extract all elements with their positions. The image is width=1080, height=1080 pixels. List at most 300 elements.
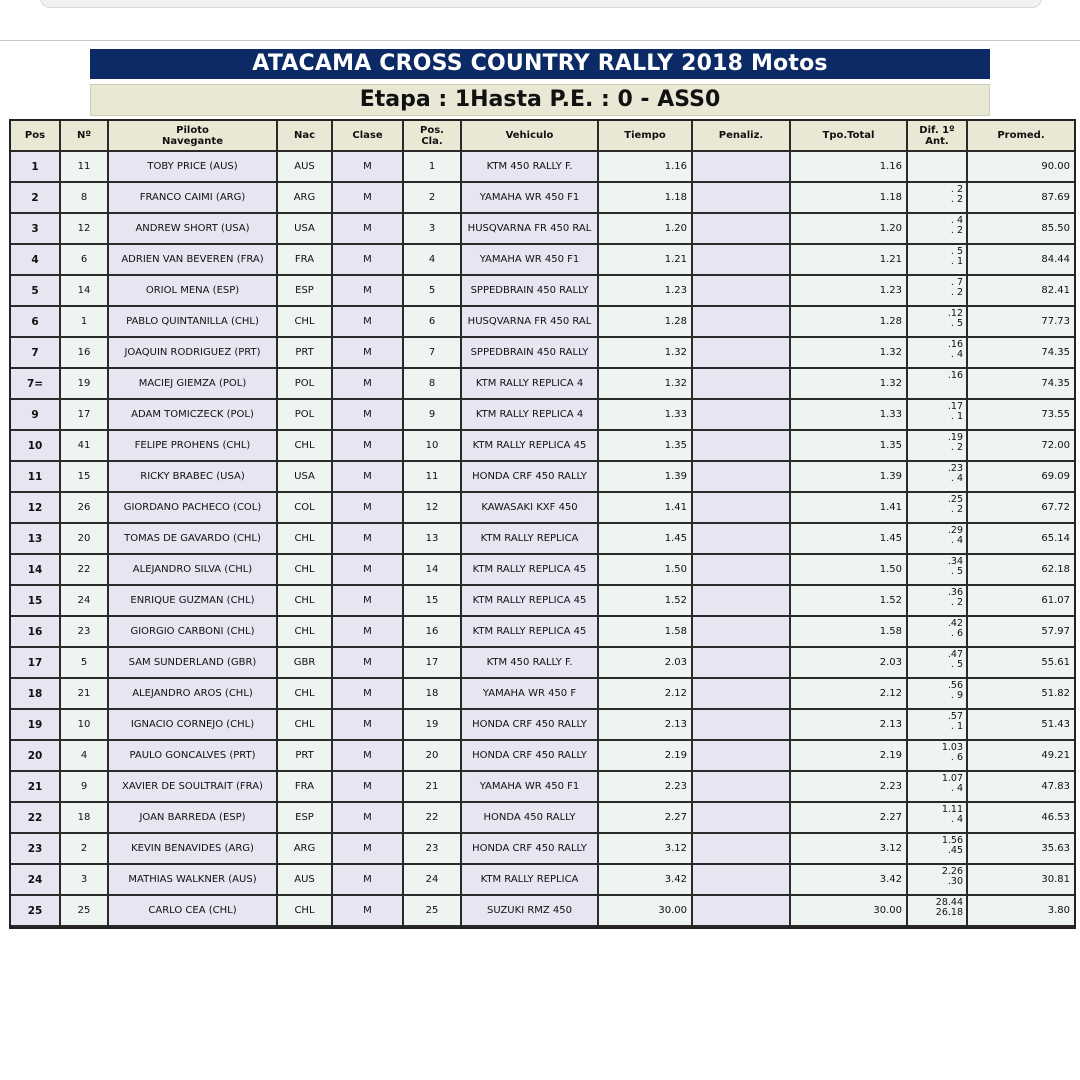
cell-poscla: 14 bbox=[404, 555, 462, 586]
cell-piloto: JOAQUIN RODRIGUEZ (PRT) bbox=[109, 338, 278, 369]
cell-num: 17 bbox=[61, 400, 109, 431]
cell-tpototal: 1.23 bbox=[791, 276, 908, 307]
cell-poscla: 9 bbox=[404, 400, 462, 431]
cell-vehiculo: HUSQVARNA FR 450 RAL bbox=[462, 307, 599, 338]
cell-penaliz bbox=[693, 183, 791, 214]
cell-num: 4 bbox=[61, 741, 109, 772]
cell-penaliz bbox=[693, 152, 791, 183]
cell-dif bbox=[908, 214, 968, 245]
col-clase: Clase bbox=[333, 121, 404, 152]
cell-pos: 25 bbox=[11, 896, 61, 927]
cell-poscla: 17 bbox=[404, 648, 462, 679]
cell-tpototal: 2.12 bbox=[791, 679, 908, 710]
cell-num: 18 bbox=[61, 803, 109, 834]
col-dif-label-1: Dif. 1º bbox=[919, 124, 955, 136]
cell-clase: M bbox=[333, 431, 404, 462]
cell-tpototal: 1.21 bbox=[791, 245, 908, 276]
cell-clase: M bbox=[333, 617, 404, 648]
dif-first: .16 bbox=[947, 370, 963, 381]
dif-first: .12 bbox=[947, 308, 963, 319]
table-row bbox=[11, 741, 1074, 772]
cell-vehiculo: SUZUKI RMZ 450 bbox=[462, 896, 599, 927]
cell-promed: 3.80 bbox=[968, 896, 1074, 927]
table-row bbox=[11, 803, 1074, 834]
cell-clase: M bbox=[333, 896, 404, 927]
cell-vehiculo: HUSQVARNA FR 450 RAL bbox=[462, 214, 599, 245]
dif-first: 1.07 bbox=[941, 773, 963, 784]
cell-num: 14 bbox=[61, 276, 109, 307]
cell-penaliz bbox=[693, 834, 791, 865]
cell-clase: M bbox=[333, 710, 404, 741]
cell-tpototal: 1.28 bbox=[791, 307, 908, 338]
cell-tiempo: 2.03 bbox=[599, 648, 693, 679]
cell-num: 1 bbox=[61, 307, 109, 338]
cell-num: 24 bbox=[61, 586, 109, 617]
cell-vehiculo: KTM RALLY REPLICA 45 bbox=[462, 555, 599, 586]
cell-clase: M bbox=[333, 245, 404, 276]
table-row bbox=[11, 617, 1074, 648]
dif-first: .47 bbox=[947, 649, 963, 660]
cell-tiempo: 2.23 bbox=[599, 772, 693, 803]
cell-nac: ARG bbox=[278, 834, 333, 865]
dif-prev: . 9 bbox=[950, 690, 963, 701]
cell-nac: COL bbox=[278, 493, 333, 524]
table-row bbox=[11, 462, 1074, 493]
address-bar[interactable] bbox=[40, 0, 1042, 8]
table-row bbox=[11, 555, 1074, 586]
dif-first: .17 bbox=[947, 401, 963, 412]
table-row bbox=[11, 431, 1074, 462]
cell-pos: 4 bbox=[11, 245, 61, 276]
cell-poscla: 2 bbox=[404, 183, 462, 214]
col-nac: Nac bbox=[278, 121, 333, 152]
cell-piloto: ADAM TOMICZECK (POL) bbox=[109, 400, 278, 431]
cell-clase: M bbox=[333, 338, 404, 369]
cell-vehiculo: YAMAHA WR 450 F1 bbox=[462, 245, 599, 276]
cell-poscla: 11 bbox=[404, 462, 462, 493]
dif-first: 28.44 bbox=[935, 897, 963, 908]
cell-piloto: JOAN BARREDA (ESP) bbox=[109, 803, 278, 834]
cell-poscla: 22 bbox=[404, 803, 462, 834]
cell-clase: M bbox=[333, 648, 404, 679]
cell-nac: ARG bbox=[278, 183, 333, 214]
cell-num: 19 bbox=[61, 369, 109, 400]
cell-vehiculo: YAMAHA WR 450 F1 bbox=[462, 772, 599, 803]
cell-clase: M bbox=[333, 834, 404, 865]
dif-prev: . 4 bbox=[950, 473, 963, 484]
cell-num: 12 bbox=[61, 214, 109, 245]
cell-nac: CHL bbox=[278, 710, 333, 741]
dif-prev: . 4 bbox=[950, 535, 963, 546]
cell-clase: M bbox=[333, 772, 404, 803]
table-row bbox=[11, 152, 1074, 183]
cell-penaliz bbox=[693, 431, 791, 462]
cell-promed: 77.73 bbox=[968, 307, 1074, 338]
cell-nac: AUS bbox=[278, 152, 333, 183]
dif-first: .36 bbox=[947, 587, 963, 598]
col-promed: Promed. bbox=[968, 121, 1074, 152]
table-row bbox=[11, 834, 1074, 865]
cell-piloto: KEVIN BENAVIDES (ARG) bbox=[109, 834, 278, 865]
cell-piloto: GIORDANO PACHECO (COL) bbox=[109, 493, 278, 524]
cell-promed: 73.55 bbox=[968, 400, 1074, 431]
table-row bbox=[11, 524, 1074, 555]
cell-nac: PRT bbox=[278, 338, 333, 369]
cell-nac: POL bbox=[278, 369, 333, 400]
dif-first: .23 bbox=[947, 463, 963, 474]
col-poscla bbox=[404, 121, 462, 152]
cell-tpototal: 1.32 bbox=[791, 338, 908, 369]
cell-vehiculo: YAMAHA WR 450 F bbox=[462, 679, 599, 710]
cell-dif bbox=[908, 307, 968, 338]
cell-tpototal: 1.39 bbox=[791, 462, 908, 493]
cell-num: 20 bbox=[61, 524, 109, 555]
cell-clase: M bbox=[333, 493, 404, 524]
dif-first: . 5 bbox=[950, 246, 963, 257]
cell-pos: 17 bbox=[11, 648, 61, 679]
cell-tpototal: 1.32 bbox=[791, 369, 908, 400]
col-num: Nº bbox=[61, 121, 109, 152]
cell-clase: M bbox=[333, 679, 404, 710]
cell-nac: CHL bbox=[278, 524, 333, 555]
cell-dif bbox=[908, 648, 968, 679]
cell-poscla: 7 bbox=[404, 338, 462, 369]
cell-tpototal: 1.50 bbox=[791, 555, 908, 586]
cell-pos: 15 bbox=[11, 586, 61, 617]
cell-penaliz bbox=[693, 648, 791, 679]
col-vehiculo: Vehiculo bbox=[462, 121, 599, 152]
cell-piloto: FRANCO CAIMI (ARG) bbox=[109, 183, 278, 214]
cell-num: 10 bbox=[61, 710, 109, 741]
cell-nac: USA bbox=[278, 214, 333, 245]
cell-clase: M bbox=[333, 276, 404, 307]
cell-vehiculo: KTM RALLY REPLICA 45 bbox=[462, 586, 599, 617]
cell-nac: PRT bbox=[278, 741, 333, 772]
cell-poscla: 13 bbox=[404, 524, 462, 555]
dif-first: . 4 bbox=[950, 215, 963, 226]
cell-num: 22 bbox=[61, 555, 109, 586]
cell-piloto: GIORGIO CARBONI (CHL) bbox=[109, 617, 278, 648]
dif-prev: .45 bbox=[947, 845, 963, 856]
cell-vehiculo: KTM 450 RALLY F. bbox=[462, 648, 599, 679]
cell-nac: FRA bbox=[278, 772, 333, 803]
table-row bbox=[11, 586, 1074, 617]
cell-pos: 21 bbox=[11, 772, 61, 803]
cell-tiempo: 2.27 bbox=[599, 803, 693, 834]
cell-poscla: 19 bbox=[404, 710, 462, 741]
cell-vehiculo: HONDA CRF 450 RALLY bbox=[462, 710, 599, 741]
cell-promed: 74.35 bbox=[968, 369, 1074, 400]
cell-num: 2 bbox=[61, 834, 109, 865]
dif-first: .19 bbox=[947, 432, 963, 443]
cell-pos: 22 bbox=[11, 803, 61, 834]
cell-clase: M bbox=[333, 462, 404, 493]
cell-penaliz bbox=[693, 524, 791, 555]
table-row bbox=[11, 679, 1074, 710]
cell-promed: 74.35 bbox=[968, 338, 1074, 369]
cell-penaliz bbox=[693, 276, 791, 307]
cell-poscla: 12 bbox=[404, 493, 462, 524]
cell-tpototal: 1.52 bbox=[791, 586, 908, 617]
cell-poscla: 1 bbox=[404, 152, 462, 183]
dif-prev: . 2 bbox=[950, 597, 963, 608]
cell-tpototal: 2.03 bbox=[791, 648, 908, 679]
cell-tiempo: 30.00 bbox=[599, 896, 693, 927]
cell-vehiculo: HONDA 450 RALLY bbox=[462, 803, 599, 834]
cell-tpototal: 30.00 bbox=[791, 896, 908, 927]
cell-promed: 87.69 bbox=[968, 183, 1074, 214]
cell-piloto: ENRIQUE GUZMAN (CHL) bbox=[109, 586, 278, 617]
cell-pos: 13 bbox=[11, 524, 61, 555]
cell-penaliz bbox=[693, 710, 791, 741]
cell-tiempo: 1.18 bbox=[599, 183, 693, 214]
cell-tpototal: 1.35 bbox=[791, 431, 908, 462]
dif-prev: . 5 bbox=[950, 566, 963, 577]
cell-num: 21 bbox=[61, 679, 109, 710]
cell-penaliz bbox=[693, 896, 791, 927]
cell-pos: 24 bbox=[11, 865, 61, 896]
cell-dif bbox=[908, 710, 968, 741]
cell-penaliz bbox=[693, 679, 791, 710]
cell-tpototal: 1.45 bbox=[791, 524, 908, 555]
cell-num: 23 bbox=[61, 617, 109, 648]
cell-dif bbox=[908, 772, 968, 803]
col-piloto-label: Piloto bbox=[176, 124, 209, 136]
table-row bbox=[11, 772, 1074, 803]
cell-penaliz bbox=[693, 803, 791, 834]
cell-promed: 55.61 bbox=[968, 648, 1074, 679]
cell-penaliz bbox=[693, 214, 791, 245]
browser-top-bar bbox=[0, 0, 1080, 41]
dif-prev: . 1 bbox=[950, 721, 963, 732]
cell-piloto: MACIEJ GIEMZA (POL) bbox=[109, 369, 278, 400]
cell-dif bbox=[908, 369, 968, 400]
cell-num: 16 bbox=[61, 338, 109, 369]
cell-pos: 3 bbox=[11, 214, 61, 245]
cell-vehiculo: SPPEDBRAIN 450 RALLY bbox=[462, 276, 599, 307]
dif-first: .25 bbox=[947, 494, 963, 505]
cell-vehiculo: SPPEDBRAIN 450 RALLY bbox=[462, 338, 599, 369]
cell-penaliz bbox=[693, 772, 791, 803]
cell-poscla: 5 bbox=[404, 276, 462, 307]
cell-num: 6 bbox=[61, 245, 109, 276]
cell-dif bbox=[908, 524, 968, 555]
cell-tpototal: 1.58 bbox=[791, 617, 908, 648]
cell-tpototal: 3.12 bbox=[791, 834, 908, 865]
cell-pos: 5 bbox=[11, 276, 61, 307]
cell-piloto: TOBY PRICE (AUS) bbox=[109, 152, 278, 183]
cell-num: 8 bbox=[61, 183, 109, 214]
cell-tpototal: 1.41 bbox=[791, 493, 908, 524]
cell-promed: 84.44 bbox=[968, 245, 1074, 276]
cell-tpototal: 2.13 bbox=[791, 710, 908, 741]
dif-first: 2.26 bbox=[941, 866, 963, 877]
cell-tiempo: 1.39 bbox=[599, 462, 693, 493]
table-row bbox=[11, 245, 1074, 276]
cell-piloto: RICKY BRABEC (USA) bbox=[109, 462, 278, 493]
cell-piloto: PAULO GONCALVES (PRT) bbox=[109, 741, 278, 772]
dif-first: 1.03 bbox=[941, 742, 963, 753]
cell-clase: M bbox=[333, 586, 404, 617]
dif-first: .56 bbox=[947, 680, 963, 691]
cell-promed: 82.41 bbox=[968, 276, 1074, 307]
cell-clase: M bbox=[333, 369, 404, 400]
cell-tiempo: 1.20 bbox=[599, 214, 693, 245]
cell-poscla: 3 bbox=[404, 214, 462, 245]
cell-tpototal: 2.23 bbox=[791, 772, 908, 803]
cell-vehiculo: KTM RALLY REPLICA 45 bbox=[462, 617, 599, 648]
cell-dif bbox=[908, 741, 968, 772]
cell-dif bbox=[908, 183, 968, 214]
cell-nac: FRA bbox=[278, 245, 333, 276]
cell-tpototal: 2.19 bbox=[791, 741, 908, 772]
table-row bbox=[11, 865, 1074, 896]
results-table bbox=[9, 119, 1076, 929]
cell-piloto: ADRIEN VAN BEVEREN (FRA) bbox=[109, 245, 278, 276]
cell-dif bbox=[908, 400, 968, 431]
cell-promed: 47.83 bbox=[968, 772, 1074, 803]
cell-promed: 57.97 bbox=[968, 617, 1074, 648]
table-row bbox=[11, 648, 1074, 679]
cell-piloto: XAVIER DE SOULTRAIT (FRA) bbox=[109, 772, 278, 803]
cell-dif bbox=[908, 152, 968, 183]
cell-clase: M bbox=[333, 152, 404, 183]
cell-clase: M bbox=[333, 741, 404, 772]
cell-pos: 2 bbox=[11, 183, 61, 214]
table-row bbox=[11, 710, 1074, 741]
dif-prev: . 4 bbox=[950, 349, 963, 360]
cell-pos: 18 bbox=[11, 679, 61, 710]
cell-tiempo: 1.45 bbox=[599, 524, 693, 555]
cell-tiempo: 1.32 bbox=[599, 338, 693, 369]
cell-clase: M bbox=[333, 803, 404, 834]
cell-vehiculo: KTM RALLY REPLICA bbox=[462, 524, 599, 555]
cell-tiempo: 1.28 bbox=[599, 307, 693, 338]
cell-promed: 30.81 bbox=[968, 865, 1074, 896]
cell-dif bbox=[908, 338, 968, 369]
cell-poscla: 25 bbox=[404, 896, 462, 927]
col-penaliz: Penaliz. bbox=[693, 121, 791, 152]
cell-penaliz bbox=[693, 245, 791, 276]
cell-piloto: PABLO QUINTANILLA (CHL) bbox=[109, 307, 278, 338]
table-row bbox=[11, 369, 1074, 400]
dif-prev: . 6 bbox=[950, 752, 963, 763]
table-header bbox=[11, 121, 1074, 152]
col-tiempo: Tiempo bbox=[599, 121, 693, 152]
dif-first: . 2 bbox=[950, 184, 963, 195]
cell-dif bbox=[908, 586, 968, 617]
cell-poscla: 18 bbox=[404, 679, 462, 710]
results-body bbox=[11, 152, 1074, 927]
cell-promed: 72.00 bbox=[968, 431, 1074, 462]
cell-pos: 1 bbox=[11, 152, 61, 183]
cell-poscla: 20 bbox=[404, 741, 462, 772]
cell-vehiculo: YAMAHA WR 450 F1 bbox=[462, 183, 599, 214]
cell-penaliz bbox=[693, 369, 791, 400]
cell-nac: ESP bbox=[278, 276, 333, 307]
cell-tpototal: 2.27 bbox=[791, 803, 908, 834]
cell-promed: 35.63 bbox=[968, 834, 1074, 865]
cell-tiempo: 1.16 bbox=[599, 152, 693, 183]
cell-tiempo: 1.52 bbox=[599, 586, 693, 617]
table-row bbox=[11, 214, 1074, 245]
cell-num: 41 bbox=[61, 431, 109, 462]
cell-tpototal: 1.20 bbox=[791, 214, 908, 245]
dif-first: 1.11 bbox=[941, 804, 963, 815]
cell-tiempo: 2.12 bbox=[599, 679, 693, 710]
cell-dif bbox=[908, 617, 968, 648]
cell-num: 15 bbox=[61, 462, 109, 493]
cell-vehiculo: KTM RALLY REPLICA 4 bbox=[462, 369, 599, 400]
cell-nac: CHL bbox=[278, 307, 333, 338]
cell-vehiculo: KTM RALLY REPLICA 45 bbox=[462, 431, 599, 462]
dif-first: 1.56 bbox=[941, 835, 963, 846]
cell-tpototal: 1.33 bbox=[791, 400, 908, 431]
cell-tiempo: 2.13 bbox=[599, 710, 693, 741]
cell-num: 26 bbox=[61, 493, 109, 524]
cell-tiempo: 1.21 bbox=[599, 245, 693, 276]
table-row bbox=[11, 896, 1074, 927]
dif-prev: . 2 bbox=[950, 194, 963, 205]
cell-dif bbox=[908, 679, 968, 710]
cell-nac: CHL bbox=[278, 679, 333, 710]
cell-penaliz bbox=[693, 462, 791, 493]
cell-vehiculo: HONDA CRF 450 RALLY bbox=[462, 462, 599, 493]
cell-clase: M bbox=[333, 865, 404, 896]
cell-clase: M bbox=[333, 307, 404, 338]
dif-first: .16 bbox=[947, 339, 963, 350]
table-row bbox=[11, 400, 1074, 431]
cell-promed: 62.18 bbox=[968, 555, 1074, 586]
cell-poscla: 16 bbox=[404, 617, 462, 648]
cell-penaliz bbox=[693, 865, 791, 896]
cell-num: 9 bbox=[61, 772, 109, 803]
dif-first: .57 bbox=[947, 711, 963, 722]
cell-tpototal: 3.42 bbox=[791, 865, 908, 896]
cell-num: 5 bbox=[61, 648, 109, 679]
cell-penaliz bbox=[693, 338, 791, 369]
cell-nac: AUS bbox=[278, 865, 333, 896]
cell-promed: 69.09 bbox=[968, 462, 1074, 493]
cell-promed: 51.43 bbox=[968, 710, 1074, 741]
cell-promed: 46.53 bbox=[968, 803, 1074, 834]
dif-first: . 7 bbox=[950, 277, 963, 288]
table-row bbox=[11, 183, 1074, 214]
cell-nac: CHL bbox=[278, 555, 333, 586]
dif-prev: . 1 bbox=[950, 256, 963, 267]
dif-prev: . 4 bbox=[950, 814, 963, 825]
table-row bbox=[11, 307, 1074, 338]
cell-piloto: IGNACIO CORNEJO (CHL) bbox=[109, 710, 278, 741]
cell-piloto: ORIOL MENA (ESP) bbox=[109, 276, 278, 307]
cell-promed: 49.21 bbox=[968, 741, 1074, 772]
cell-pos: 12 bbox=[11, 493, 61, 524]
cell-clase: M bbox=[333, 400, 404, 431]
cell-dif bbox=[908, 834, 968, 865]
col-dif bbox=[908, 121, 968, 152]
cell-pos: 11 bbox=[11, 462, 61, 493]
dif-first: .29 bbox=[947, 525, 963, 536]
col-piloto bbox=[109, 121, 278, 152]
cell-dif bbox=[908, 865, 968, 896]
stage-subtitle: Etapa : 1Hasta P.E. : 0 - ASS0 bbox=[90, 84, 990, 116]
cell-penaliz bbox=[693, 493, 791, 524]
cell-piloto: CARLO CEA (CHL) bbox=[109, 896, 278, 927]
cell-vehiculo: KTM RALLY REPLICA 4 bbox=[462, 400, 599, 431]
cell-penaliz bbox=[693, 307, 791, 338]
cell-promed: 51.82 bbox=[968, 679, 1074, 710]
cell-pos: 16 bbox=[11, 617, 61, 648]
